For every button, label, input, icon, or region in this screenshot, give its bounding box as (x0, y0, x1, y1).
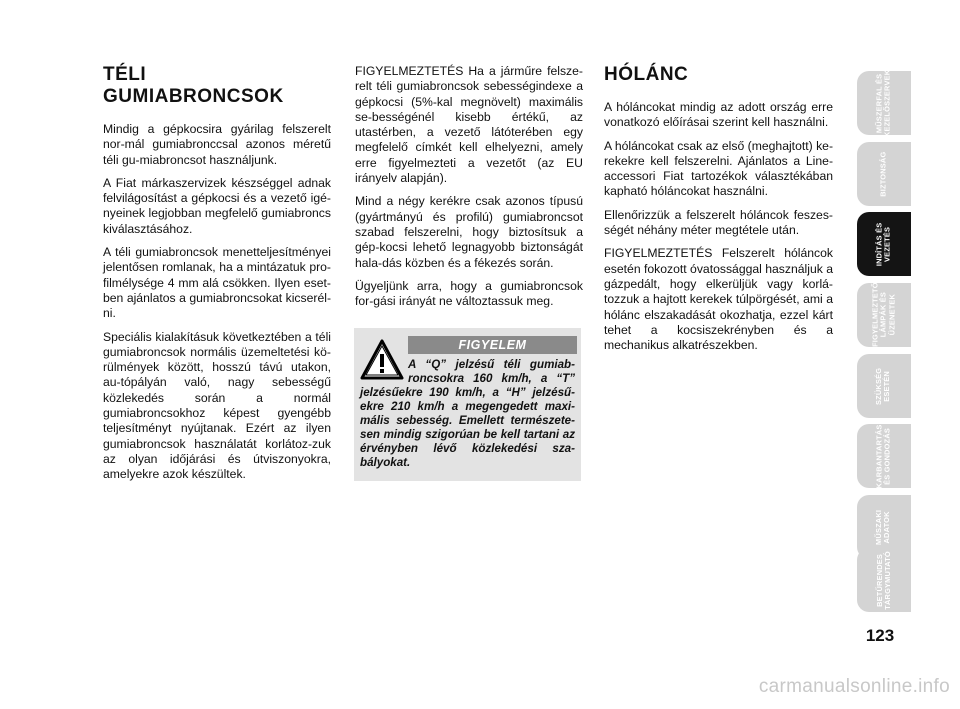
tire-notes-column (355, 64, 583, 317)
tab-maintenance[interactable] (857, 424, 911, 488)
tab-warning-lights[interactable] (857, 283, 911, 347)
tab-label: BIZTONSÁG (878, 151, 888, 197)
heading-line-1: TÉLI (103, 64, 147, 85)
tab-label: MŰSZERFAL ÉS KEZELŐSZERVEK (874, 69, 893, 137)
warning-title: FIGYELEM (408, 336, 577, 354)
tab-starting-driving[interactable] (857, 212, 911, 276)
paragraph: A hóláncokat csak az első (meghajtott) ke-rekekre kell felszerelni. Ajánlatos a Line-accessori Fiat tartozékok választékában kapható hóláncokat használni. (604, 138, 833, 199)
tab-label: INDÍTÁS ÉS VEZETÉS (874, 222, 892, 266)
tab-index[interactable] (857, 548, 911, 612)
heading-line-2: GUMIABRONCSOK (103, 86, 284, 107)
winter-tires-heading (103, 64, 331, 108)
paragraph: FIGYELMEZTETÉS Felszerelt hóláncok esetén fokozott óvatossággal használjuk a gázpedált, hogy elkerüljük vagy korlá-tozzuk a hajtott kerekek túlpörgését, ami a hólánc elszakadását okozhatja, ezzel kárt tehet a kocsiszekrényben és a mechanikus alkatrészekben. (604, 246, 834, 353)
snow-chains-heading: HÓLÁNC (604, 64, 689, 85)
paragraph: Ügyeljünk arra, hogy a gumiabroncsok for-gási irányát ne változtassuk meg. (355, 278, 583, 309)
tab-emergency[interactable] (857, 354, 911, 418)
paragraph: FIGYELMEZTETÉS Ha a járműre felsze-relt téli gumiabroncsok sebességindexe a gépkocsi (5%-kal megnövelt) maximális se-bességénél kisebb értékű, az utastérben, a vezető látóterében egy megfelelő címkét kell elhelyezni, amely erre figyelmezteti a vezetőt (az EU irányelv alapján). (355, 64, 583, 186)
tab-safety[interactable] (857, 142, 911, 206)
paragraph: Ellenőrizzük a felszerelt hóláncok feszes-ségét néhány méter megtétele után. (604, 207, 833, 238)
tab-instruments[interactable] (857, 71, 911, 135)
tab-label: MŰSZAKI ADATOK (874, 509, 892, 545)
warning-body: A “Q” jelzésű téli gumiab-roncsokra 160 km/h, a “T” jelzésűekre 190 km/h, a “H” jelzésű-ekre 210 km/h a megengedett maxi-mális sebesség. Emellett természete-sen mindig szigorúan be kell tartani az érvényben lévő közlekedési sza-bályokat. (360, 358, 575, 469)
snow-chains-column (604, 64, 833, 361)
paragraph: Mindig a gépkocsira gyárilag felszerelt nor-mál gumiabronccsal azonos méretű téli gu-miabroncsot használjunk. (103, 122, 331, 167)
winter-tires-column (103, 64, 331, 491)
page-number: 123 (865, 626, 895, 645)
paragraph: Speciális kialakításuk következtében a téli gumiabroncsok normális üzemeltetési kö-rülmények között, hosszú távú utakon, au-tópályán való, nagy sebességű közlekedés során a normál gumiabroncsokhoz képest gyengébb teljesítményt nyújtanak. Ezért az ilyen gumiabroncsok használatát korlátoz-zuk az olyan időjárási és útviszonyokra, amelyekre azok készültek. (103, 329, 331, 482)
tab-label: KARBANTARTÁS ÉS GONDOZÁS (874, 424, 893, 488)
tab-label: FIGYELMEZTETŐ LÁMPÁK ÉS ÜZENETEK (870, 282, 897, 348)
paragraph: A hóláncokat mindig az adott ország erre vonatkozó előírásai szerint kell használni. (604, 100, 833, 130)
paragraph: A Fiat márkaszervizek készséggel adnak felvilágosítást a gépkocsi és a vezető igé-nyeinek legjobban megfelelő gumiabroncs kiválasztásához. (103, 175, 331, 236)
tab-label: SZÜKSÉG ESETÉN (874, 367, 892, 405)
watermark: carmanualsonline.info (758, 676, 950, 697)
tab-label: BETŰRENDES TÁRGYMUTATÓ (874, 550, 893, 610)
paragraph: A téli gumiabroncsok menetteljesítményei jelentősen romlanak, ha a mintázatuk pro-filmélysége 4 mm alá csökken. Ilyen eset-ben ajánlatos a gumiabroncsokat kicserél-ni. (103, 245, 331, 321)
chapter-tabs (853, 0, 960, 709)
paragraph: Mind a négy kerékre csak azonos típusú (gyártmányú és profilú) gumiabroncsot szabad felszerelni, hogy biztosítsuk a gép-kocsi lehető legnagyobb biztonságát hala-dás közben és a fékezés során. (355, 194, 583, 270)
warning-text (360, 358, 575, 470)
warning-box (354, 328, 581, 481)
